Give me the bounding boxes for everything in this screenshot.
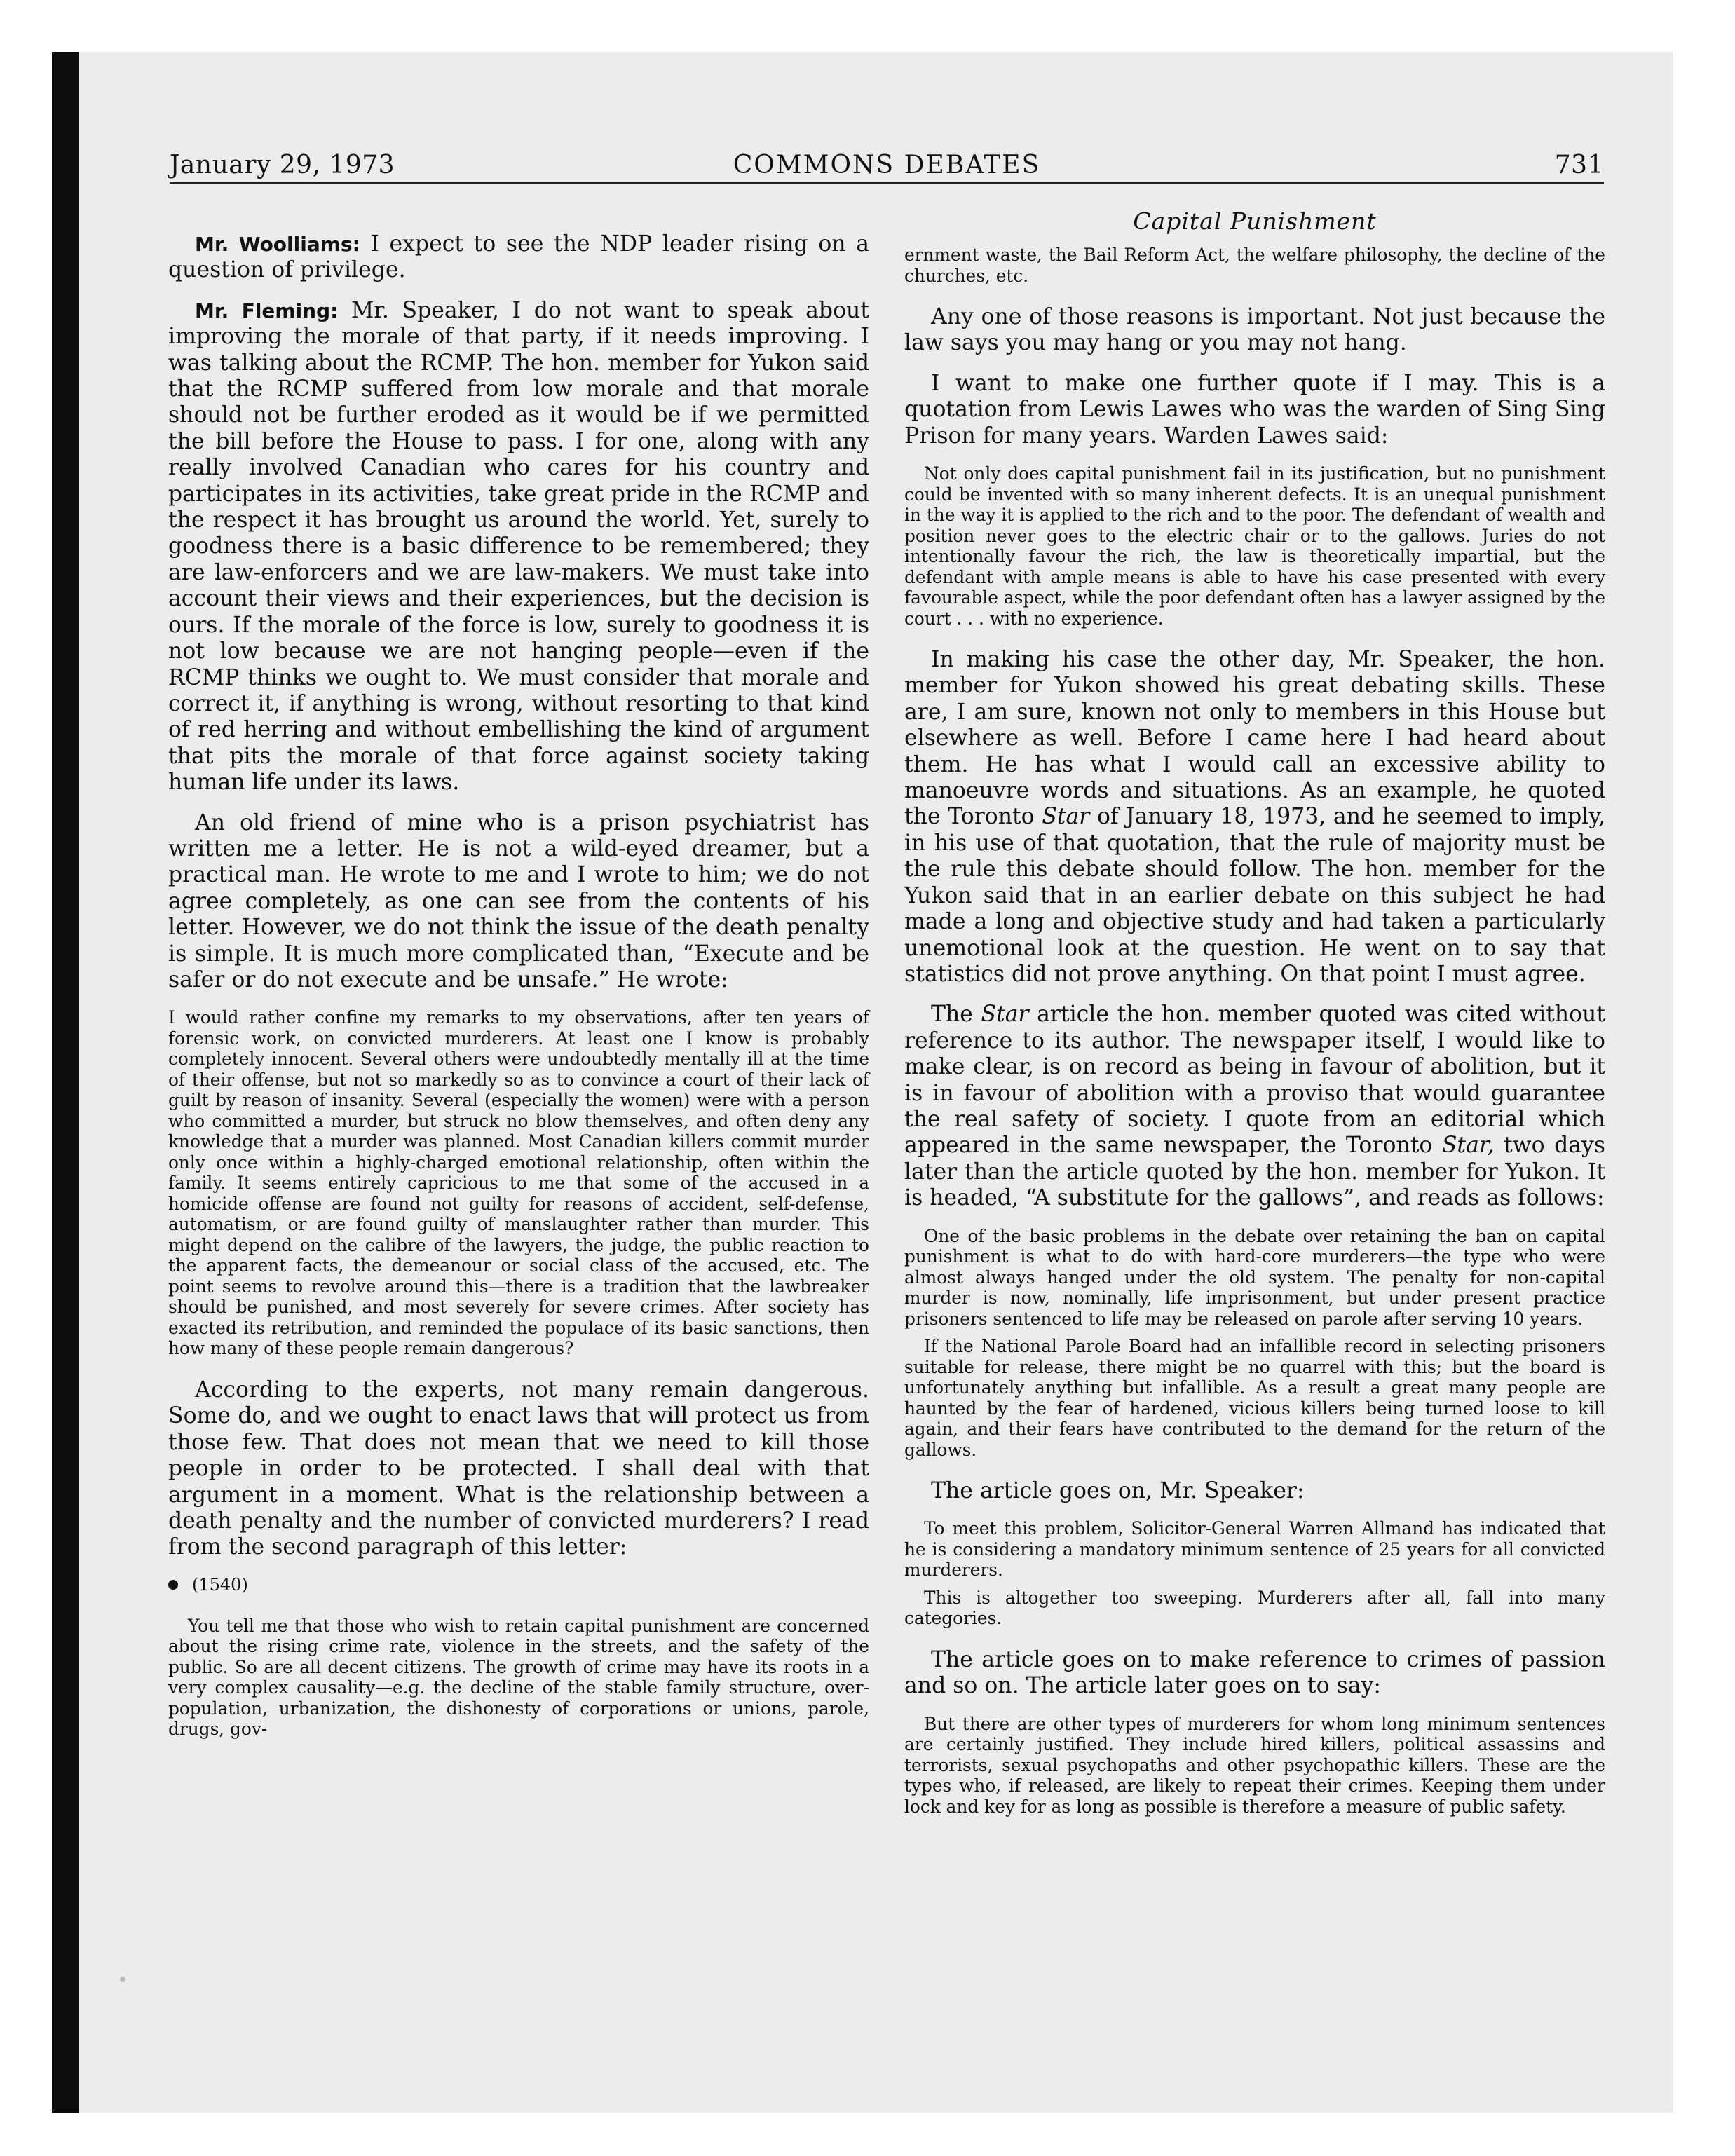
paragraph-text: The: [931, 1002, 981, 1028]
quotation-continued: ernment waste, the Bail Reform Act, the welfare philosophy, the decline of the churches, etc.: [904, 245, 1605, 286]
newspaper-name: Star,: [1441, 1133, 1495, 1159]
quotation: I would rather confine my remarks to my observations, after ten years of forensic work, on convicted murderers. At least one I know is probably completely innocent. Several others were undoubtedly mentally ill at the time of their offense, but not so markedly so as to convince a court of their lack of guilt by reason of insanity. Several (especially the women) were with a person who committed a murder, but struck no blow themselves, and often deny any knowledge that a murder was planned. Most Canadian killers commit murder only once within a highly-charged emotional relationship, often within the family. It seems entirely capricious to me that some of the accused in a homicide offense are found not guilty for reasons of accident, self-defense, automatism, or are found guilty of manslaughter rather than murder. This might depend on the calibre of the lawyers, the judge, the public reaction to the apparent facts, the demeanour or social class of the accused, etc. The point seems to revolve around this—there is a tradition that the lawbreaker should be punished, and most severely for severe crimes. After society has exacted its retribution, and reminded the populace of its basic sanctions, then how many of these people remain dangerous?: [168, 1007, 869, 1359]
paragraph: [904, 647, 1605, 988]
paragraph: I want to make one further quote if I may. This is a quotation from Lewis Lawes who was the warden of Sing Sing Prison for many years. Warden Lawes said:: [904, 370, 1605, 449]
quotation: Not only does capital punishment fail in its justification, but no punishment could be invented with so many inherent defects. It is an unequal punishment in the way it is applied to the rich and to the poor. The defendant of wealth and position never goes to the electric chair or to the gallows. Juries do not intentionally favour the rich, the law is theoretically impartial, but the defendant with ample means is able to have his case presented with every favourable aspect, while the poor defendant often has a lawyer assigned by the court . . . with no experience.: [904, 463, 1605, 629]
left-column: [168, 231, 869, 1747]
paragraph-text: article the hon. member quoted was cited without reference to its author. The newspaper itself, I would like to make clear, is on record as being in favour of abolition, but it is in favour of abolition with a proviso that would guarantee the real safety of society. I quote from an editorial which appeared in the same newspaper, the Toronto: [904, 1002, 1606, 1159]
time-marker: [168, 1575, 869, 1595]
paragraph-text: Mr. Speaker, I do not want to speak about improving the morale of that party, if it needs improving. I was talking about the RCMP. The hon. member for Yukon said that the RCMP suffered from low morale and that morale should not be further eroded as it would be if we permitted the bill before the House to pass. I for one, along with any really involved Canadian who cares for his country and participates in its activities, take great pride in the RCMP and the respect it has brought us around the world. Yet, surely to goodness there is a basic difference to be remembered; they are law-enforcers and we are law-makers. We must take into account their views and their experiences, but the decision is ours. If the morale of the force is low, surely to goodness it is not low because we are not hanging people—even if the RCMP thinks we ought to. We must consider that morale and correct it, if anything is wrong, without resorting to that kind of red herring and without embellishing the kind of argument that pits the morale of that force against society taking human life under its laws.: [168, 297, 869, 796]
bullet-icon: [168, 1580, 178, 1590]
header-date: January 29, 1973: [170, 151, 395, 179]
paragraph-woolliams: [168, 231, 869, 284]
paragraph-text: In making his case the other day, Mr. Speaker, the hon. member for Yukon showed his great debating skills. These are, I am sure, known not only to members in this House but elsewhere as well. Before I came here I had heard about them. He has what I would call an excessive ability to manoeuvre words and situations. As an example, he quoted the Toronto: [904, 647, 1605, 830]
quotation: If the National Parole Board had an infallible record in selecting prisoners suitable for release, there might be no quarrel with this; but the board is unfortunately anything but infallible. As a result a great many people are haunted by the fear of hardened, vicious killers being turned loose to kill again, and their fears have contributed to the demand for the return of the gallows.: [904, 1336, 1605, 1460]
newspaper-name: Star: [981, 1002, 1029, 1028]
page-number: 731: [1554, 151, 1604, 179]
paragraph: An old friend of mine who is a prison psychiatrist has written me a letter. He is not a wild-eyed dreamer, but a practical man. He wrote to me and I wrote to him; we do not agree completely, as one can see from the contents of his letter. However, we do not think the issue of the death penalty is simple. It is much more complicated than, “Execute and be safer or do not execute and be unsafe.” He wrote:: [168, 810, 869, 992]
quotation: This is altogether too sweeping. Murderers after all, fall into many categories.: [904, 1587, 1605, 1629]
time-marker-text: (1540): [192, 1574, 248, 1595]
scan-edge: [52, 52, 79, 2113]
paragraph: According to the experts, not many remain dangerous. Some do, and we ought to enact laws that will protect us from those few. That does not mean that we need to kill those people in order to be protected. I shall deal with that argument in a moment. What is the relationship between a death penalty and the number of convicted murderers? I read from the second paragraph of this letter:: [168, 1377, 869, 1560]
quotation: You tell me that those who wish to retain capital punishment are concerned about the rising crime rate, violence in the streets, and the safety of the public. So are all decent citizens. The growth of crime may have its roots in a very complex causality—e.g. the decline of the stable family structure, over-population, urbanization, the dishonesty of corporations or unions, parole, drugs, gov-: [168, 1615, 869, 1740]
paragraph: Any one of those reasons is important. Not just because the law says you may hang or you may not hang.: [904, 304, 1605, 356]
paragraph-fleming: [168, 298, 869, 796]
paragraph: [904, 1002, 1605, 1211]
scan-dust-mark: [120, 1977, 125, 1982]
section-title: Capital Punishment: [1133, 207, 1377, 235]
paragraph-text: of January 18, 1973, and he seemed to imply, in his use of that quotation, that the rule of majority must be the rule this debate should follow. The hon. member for the Yukon said that in an earlier debate on this subject he had made a long and objective study and had taken a particularly unemotional look at the question. He went on to say that statistics did not prove anything. On that point I must agree.: [904, 804, 1605, 987]
header-title: COMMONS DEBATES: [733, 151, 1041, 179]
quotation: One of the basic problems in the debate over retaining the ban on capital punishment is what to do with hard-core murderers—the type who were almost always hanged under the old system. The penalty for non-capital murder is now, nominally, life imprisonment, but under present practice prisoners sentenced to life may be released on parole after serving 10 years.: [904, 1225, 1605, 1329]
paragraph-text: I expect to see the NDP leader rising on a question of privilege.: [168, 231, 869, 283]
page-header: [170, 146, 1604, 184]
speaker-name: Mr. Fleming:: [195, 299, 339, 322]
paragraph: The article goes on, Mr. Speaker:: [931, 1478, 1305, 1504]
paragraph-text: two days later than the article quoted by the hon. member for Yukon. It is headed, “A substitute for the gallows”, and reads as follows:: [904, 1133, 1605, 1211]
speaker-name: Mr. Woolliams:: [195, 233, 360, 256]
newspaper-name: Star: [1042, 804, 1090, 830]
paragraph: The article goes on to make reference to crimes of passion and so on. The article later goes on to say:: [904, 1646, 1605, 1699]
quotation: But there are other types of murderers for whom long minimum sentences are certainly justified. They include hired killers, political assassins and terrorists, sexual psychopaths and other psychopathic killers. These are the types who, if released, are likely to repeat their crimes. Keeping them under lock and key for as long as possible is therefore a measure of public safety.: [904, 1713, 1605, 1817]
right-column: [904, 207, 1605, 1824]
quotation: To meet this problem, Solicitor-General Warren Allmand has indicated that he is considering a mandatory minimum sentence of 25 years for all convicted murderers.: [904, 1518, 1605, 1581]
